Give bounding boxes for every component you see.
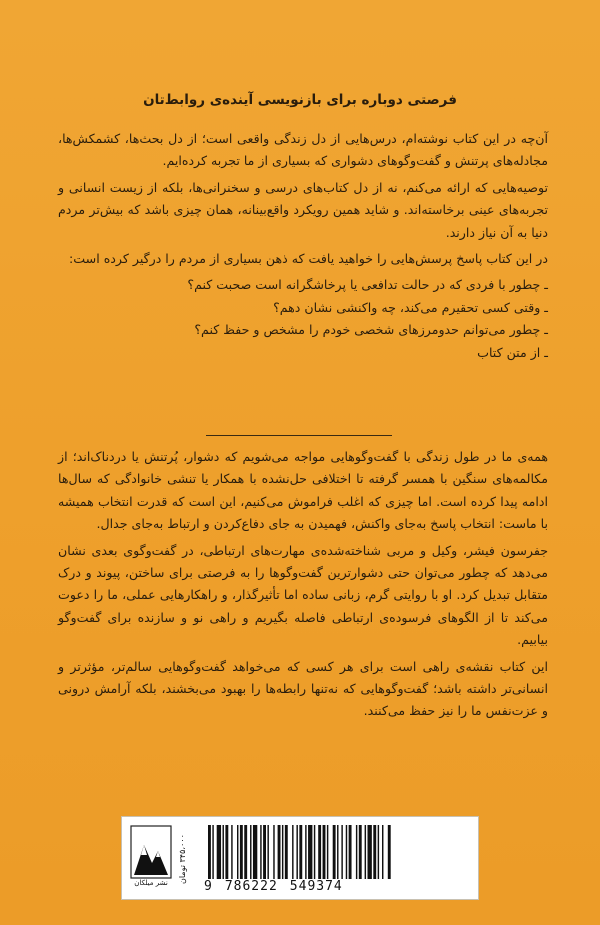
source-attribution: ـ از متن کتاب [477,344,548,360]
question-1: ـ چطور با فردی که در حالت تدافعی یا پرخاشگرانه است صحبت کنم؟ [187,277,548,293]
isbn-group-1: 786222 [224,879,278,894]
body-paragraph-2: جفرسون فیشر، وکیل و مربی شناخته‌شده‌ی مهارت‌های ارتباطی، در گفت‌وگوی بعدی نشان می‌دهد که چطور می‌توان حتی دشوارترین گفت‌وگوها را به فرصتی برای ساختن، پیوند و درک متقابل تبدیل کرد. او با روایتی گرم، زبانی ساده اما تأثیرگذار، و راهکارهایی عملی، ما را دعوت می‌کند تا از الگوهای فرسوده‌ی ارتباطی فاصله بگیریم و راهی نو و سازنده برای گفت‌وگو بیابیم. [58,542,548,648]
barcode-panel [121,816,479,900]
isbn-barcode [204,825,466,879]
body-section [58,446,548,727]
question-2: ـ وقتی کسی تحقیرم می‌کند، چه واکنشی نشان دهم؟ [273,299,548,315]
isbn-number [204,879,466,894]
question-3: ـ چطور می‌توانم حدومرزهای شخصی خودم را مشخص و حفظ کنم؟ [194,322,548,338]
price-label: ۳۴۵،۰۰۰ تومان [178,834,187,884]
section-divider [206,435,392,436]
intro-paragraph-3: در این کتاب پاسخ پرسش‌هایی را خواهید یافت که ذهن بسیاری از مردم را درگیر کرده است: [69,251,548,267]
isbn-prefix: 9 [204,879,213,894]
isbn-group-2: 549374 [289,879,343,894]
intro-section [58,128,548,364]
intro-paragraph-2: توصیه‌هایی که ارائه می‌کنم، نه از دل کتاب‌های درسی و سخنرانی‌ها، بلکه از زیست انسانی و تجربه‌های عینی برخاسته‌اند. و شاید همین رویکرد واقع‌بینانه، همان چیزی باشد که بیش‌تر مردم دنیا به آن نیاز دارند. [58,179,548,240]
body-paragraph-1: همه‌ی ما در طول زندگی با گفت‌وگوهایی مواجه می‌شویم که دشوار، پُرتنش یا دردناک‌اند؛ از مکالمه‌های سنگین با همسر گرفته تا اختلافی حل‌نشده با همکار یا تنشی خانوادگی که سال‌ها ادامه پیدا کرده است. اما چیزی که اغلب فراموش می‌کنیم، این است که قدرت انتخاب همیشه با ماست: انتخاب پاسخ به‌جای واکنش، فهمیدن به جای دفاع‌کردن و ارتباط به‌جای جدال. [58,449,548,532]
body-paragraph-3: این کتاب نقشه‌ی راهی است برای هر کسی که می‌خواهد گفت‌وگوهایی سالم‌تر، مؤثرتر و انسانی‌تر داشته باشد؛ گفت‌وگوهایی که نه‌تنها رابطه‌ها را بهبود می‌بخشند، بلکه آرامش درونی و عزت‌نفس ما را نیز حفظ می‌کنند. [58,658,548,719]
headline: فرصتی دوباره برای بازنویسی آینده‌ی روابط‌تان [143,92,457,108]
publisher-name: نشر میلکان [134,879,168,887]
intro-paragraph-1: آن‌چه در این کتاب نوشته‌ام، درس‌هایی از دل زندگی واقعی است؛ از دل بحث‌ها، کشمکش‌ها، مجادله‌های پرتنش و گفت‌وگوهای دشواری که بسیاری از ما تجربه کرده‌ایم. [58,131,548,169]
